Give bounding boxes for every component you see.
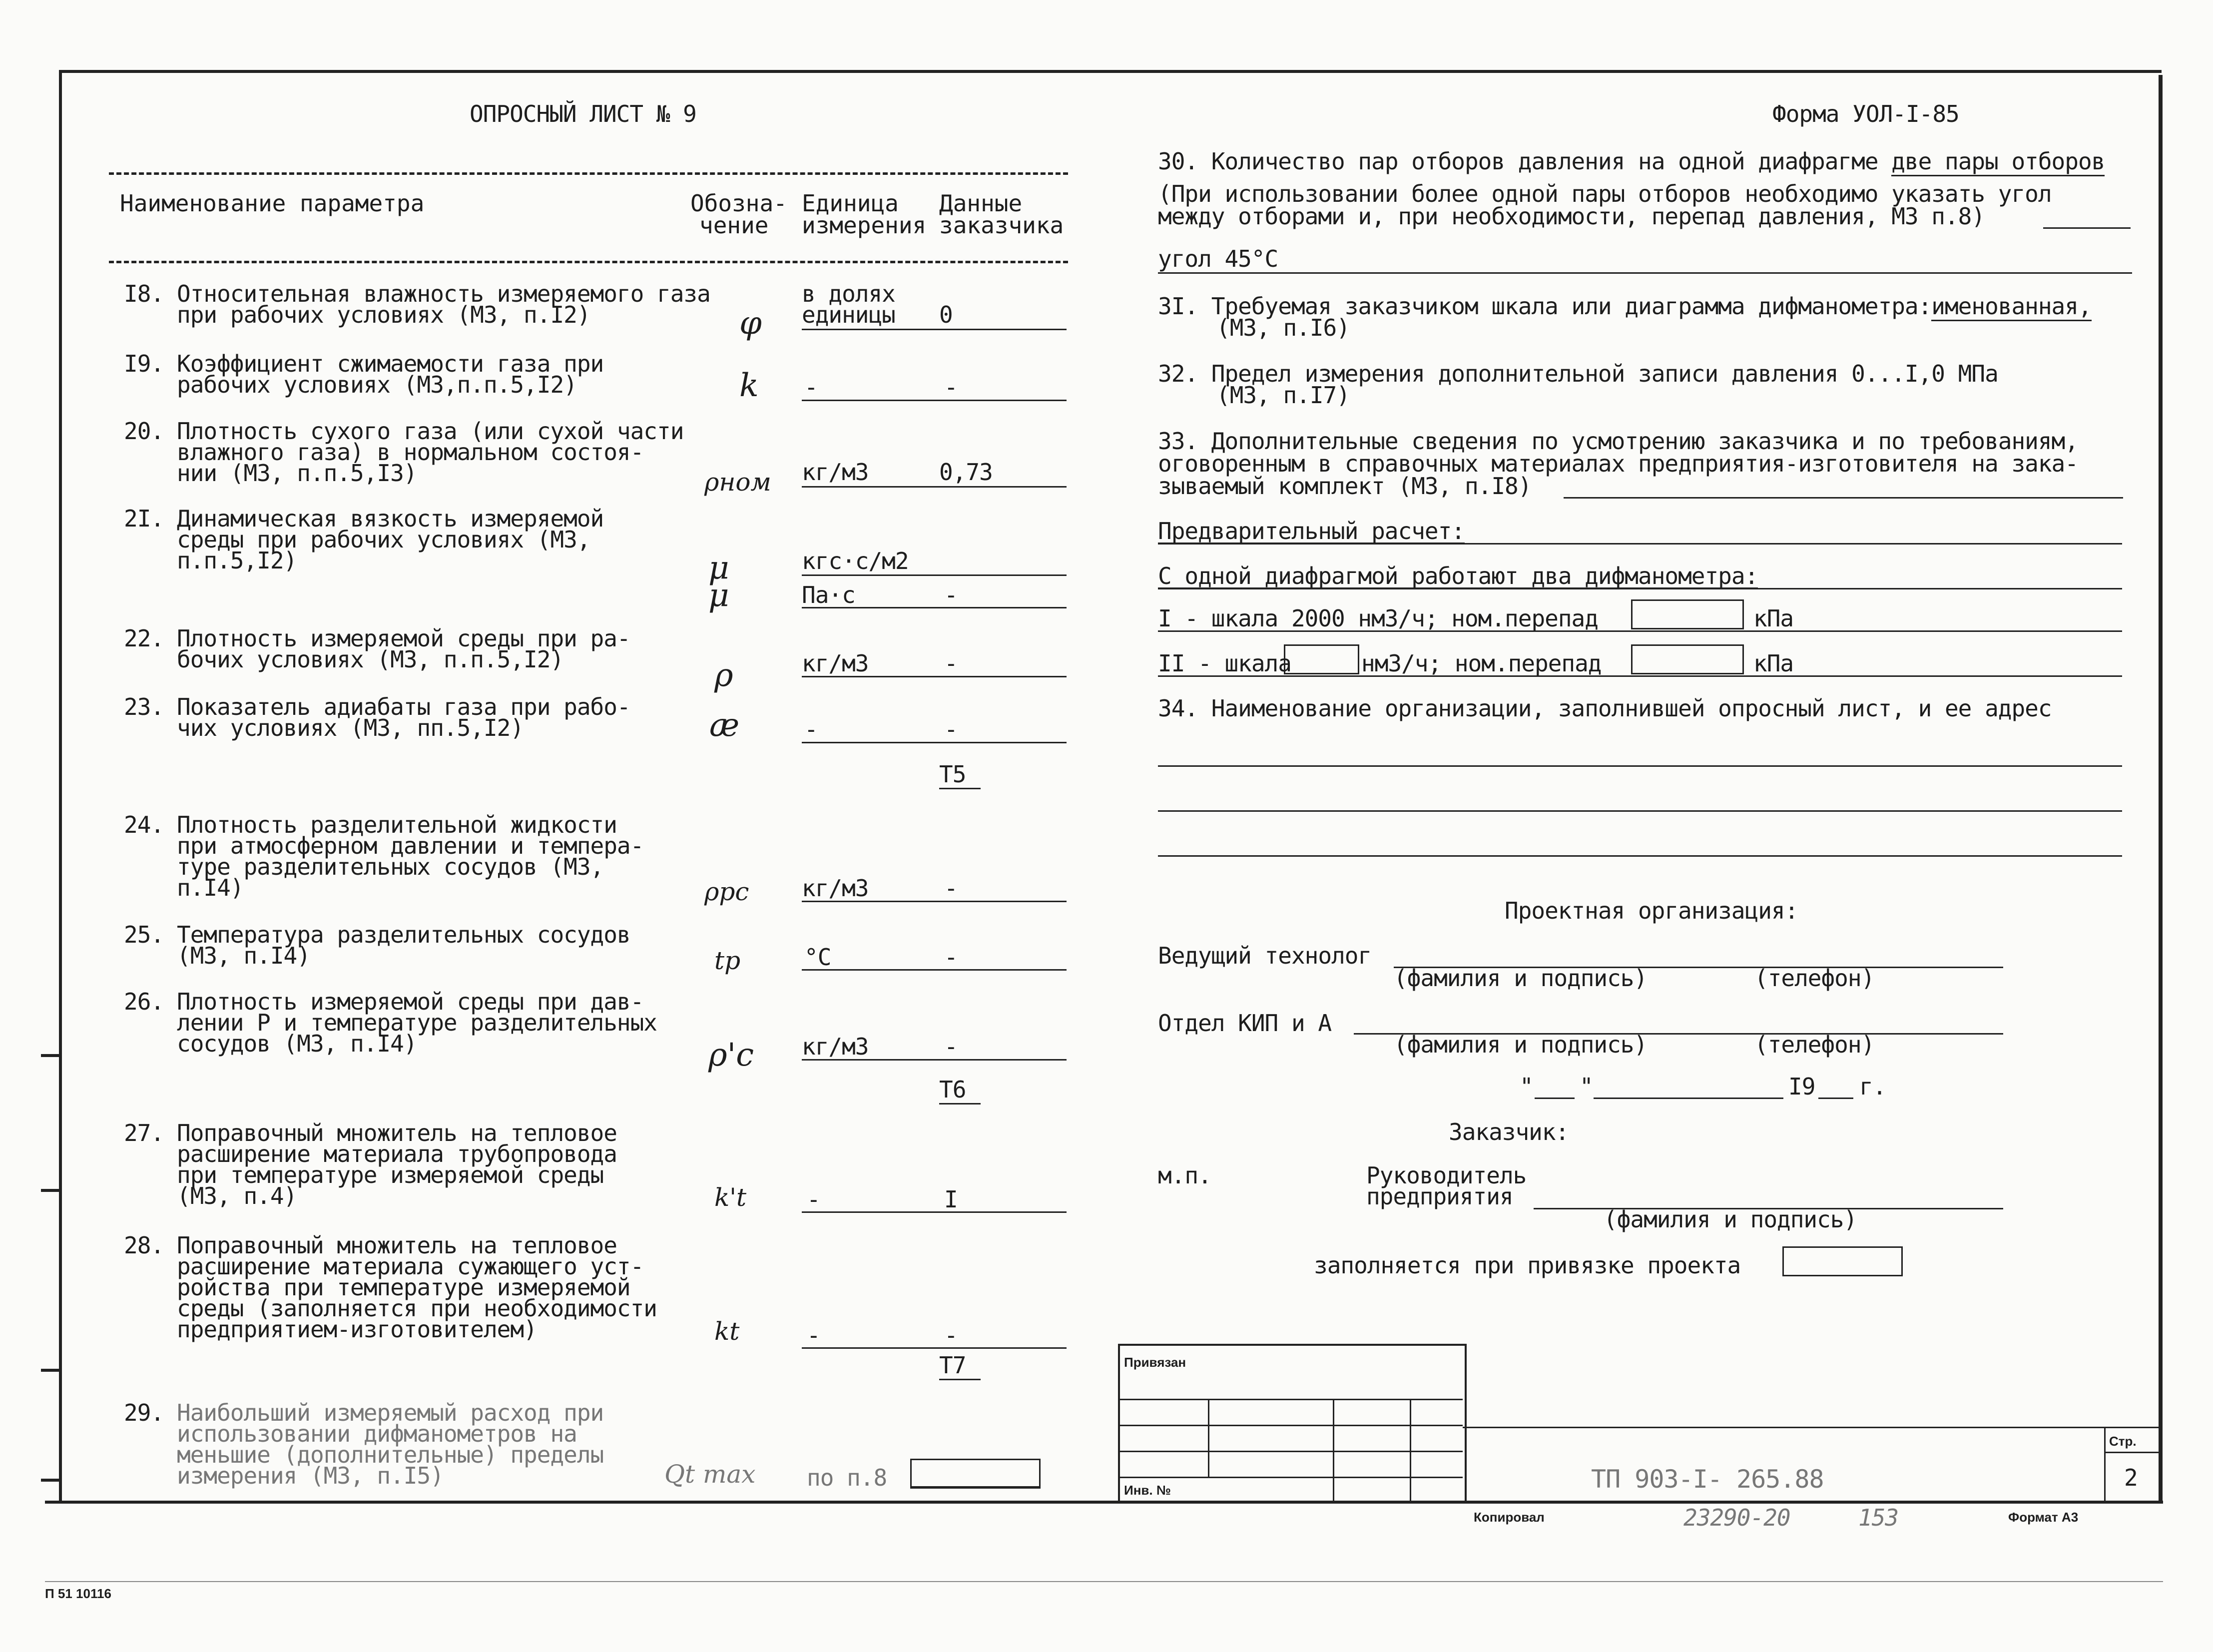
stamp-top-rule (1463, 1427, 2160, 1428)
answer-line (802, 1347, 1067, 1349)
phone-caption: (телефон) (1754, 1031, 1875, 1058)
dp-box-2[interactable] (1631, 644, 1744, 674)
item-text: измерения (М3, п.I5) (177, 1462, 444, 1489)
item-text: Коэффициент сжимаемости газа при (177, 350, 604, 377)
marker-t7: Т7 (939, 1354, 981, 1380)
item-text: рабочих условиях (М3,п.п.5,I2) (177, 371, 577, 398)
footer-code: П 51 10116 (45, 1586, 111, 1601)
stamp-col (1410, 1399, 1411, 1502)
stamp-doc-code: ТП 903-I- 265.88 (1591, 1465, 1824, 1494)
header-rule-bottom (109, 261, 1068, 263)
stamp-page-label: Стр. (2109, 1434, 2137, 1449)
answer: две пары отборов (1891, 148, 2105, 176)
unit: кг/м3 (802, 1033, 869, 1060)
stamp-page-rule (2104, 1452, 2159, 1453)
symbol: Qt max (664, 1460, 756, 1489)
symbol: φ (739, 305, 762, 342)
answer-line (1158, 630, 2122, 632)
item-text: Предел измерения дополнительной записи давления 0...I,0 МПа (1211, 360, 1998, 387)
item-text: (М3, п.4) (177, 1182, 297, 1209)
item-text: зываемый комплект (М3, п.I8) (1158, 473, 1532, 500)
item-text: влажного газа) в нормальном состоя- (177, 439, 644, 466)
symbol: μ (708, 550, 729, 586)
unit: - (804, 716, 818, 743)
value: - (944, 716, 958, 743)
item-text: Наименование организации, заполнившей опросный лист, и ее адрес (1211, 695, 2052, 722)
col-unit-header-1: Единица (802, 190, 899, 217)
answer-line (802, 742, 1067, 743)
calc-title: Предварительный расчет: (1158, 518, 1465, 545)
symbol: tр (714, 946, 741, 975)
item-text: Динамическая вязкость измеряемой (177, 505, 604, 532)
item-num: 34. (1158, 695, 1198, 722)
date-month (1594, 1098, 1783, 1099)
frame-bottom (45, 1501, 2163, 1504)
fill-note: заполняется при привязке проекта (1314, 1252, 1741, 1279)
item-num: 23. (124, 693, 164, 720)
col-data-header-1: Данные (939, 190, 1023, 217)
symbol: æ (709, 707, 740, 744)
unit: кг/м3 (802, 459, 869, 486)
item-text: Плотность разделительной жидкости (177, 811, 617, 838)
item-33 (1158, 430, 2078, 453)
symbol: ρ'с (708, 1037, 754, 1074)
note: между отборами и, при необходимости, перепад давления, М3 п.8) (1158, 203, 1985, 230)
value: - (944, 581, 958, 608)
symbol: ρном (704, 468, 771, 497)
unit: единицы (802, 301, 895, 328)
item-text: Плотность сухого газа (или сухой части (177, 418, 684, 445)
stamp-format: Формат А3 (2008, 1510, 2079, 1525)
frame-top (61, 70, 2162, 73)
symbol: kt (714, 1317, 740, 1346)
value: - (944, 650, 958, 677)
value: 0,73 (939, 459, 993, 486)
answer-line (1158, 855, 2122, 857)
value: - (944, 875, 958, 902)
item-text: сосудов (М3, п.I4) (177, 1030, 417, 1057)
unit: в долях (802, 280, 895, 307)
item-num: 20. (124, 418, 164, 445)
header-rule-top (109, 172, 1068, 175)
item-text: Дополнительные сведения по усмотрению заказчика и по требованиям, (1211, 428, 2078, 455)
value: - (944, 374, 958, 401)
qmax-box[interactable] (910, 1459, 1041, 1489)
value: - (944, 1033, 958, 1060)
symbol: μ (708, 577, 729, 614)
item-num: I9. (124, 350, 164, 377)
form-code: Форма УОЛ-I-85 (1772, 100, 1959, 127)
value: I (944, 1186, 958, 1213)
date-open-quote: " (1520, 1073, 1533, 1100)
project-org-title: Проектная организация: (1505, 897, 1798, 924)
item-text: бочих условиях (М3, п.п.5,I2) (177, 646, 564, 673)
answer-line (1158, 675, 2122, 677)
head-label: предприятия (1366, 1183, 1513, 1210)
answer-line (802, 1059, 1067, 1061)
unit: - (807, 1322, 820, 1349)
item-text: среды при рабочих условиях (М3, (177, 526, 590, 553)
bottom-rule (45, 1581, 2163, 1582)
item-text: при температуре измеряемой среды (177, 1161, 604, 1188)
item-text: Показатель адиабаты газа при рабо- (177, 693, 630, 720)
sign-caption: (фамилия и подпись) (1394, 1031, 1648, 1058)
sign-caption: (фамилия и подпись) (1604, 1206, 1857, 1233)
ref: (М3, п.I6) (1216, 314, 1350, 341)
unit: - (807, 1186, 820, 1213)
col-name-header: Наименование параметра (120, 190, 425, 217)
scale-2-rest: нм3/ч; ном.перепад (1361, 650, 1602, 677)
answer-line (802, 574, 1067, 576)
symbol: k't (714, 1183, 747, 1212)
item-text: оговоренным в справочных материалах предприятия-изготовителя на зака- (1158, 450, 2078, 477)
item-num: 33. (1158, 428, 1198, 455)
stamp-kopiroval: Копировал (1474, 1510, 1545, 1525)
item-34 (1158, 697, 2052, 720)
project-ref-box[interactable] (1782, 1246, 1903, 1276)
binding-tick (41, 1479, 61, 1482)
stamp-col (1333, 1399, 1334, 1502)
col-symbol-header-2: чение (699, 212, 769, 239)
phone-caption: (телефон) (1754, 965, 1875, 992)
answer-line (802, 607, 1067, 608)
item-text: Количество пар отборов давления на одной диафрагме (1211, 148, 1878, 175)
item-text: меньшие (дополнительные) пределы (177, 1441, 604, 1468)
item-text: среды (заполняется при необходимости (177, 1295, 657, 1322)
item-num: 30. (1158, 148, 1198, 175)
item-text: расширение материала трубопровода (177, 1140, 617, 1167)
item-text: Плотность измеряемой среды при дав- (177, 988, 644, 1015)
item-text: Поправочный множитель на тепловое (177, 1119, 617, 1146)
item-text: Относительная влажность измеряемого газа (177, 280, 710, 307)
item-num: 28. (124, 1232, 164, 1259)
scale-2: II - шкала (1158, 650, 1291, 677)
answer-line (802, 969, 1067, 971)
answer-line (802, 486, 1067, 488)
unit: кгс·с/м2 (802, 548, 909, 574)
item-text: п.I4) (177, 874, 244, 901)
head-label: Руководитель (1366, 1162, 1527, 1189)
binding-tick (41, 1369, 61, 1372)
unit-kpa: кПа (1753, 650, 1794, 677)
answer-line (1158, 272, 2132, 274)
item-text: использовании дифманометров на (177, 1420, 577, 1447)
item-num: I8. (124, 280, 164, 307)
date-day (1535, 1098, 1575, 1099)
item-text: ройства при температуре измеряемой (177, 1274, 630, 1301)
item-num: 25. (124, 921, 164, 948)
item-num: 26. (124, 988, 164, 1015)
answer-line (1158, 588, 2122, 589)
date-close-quote: " (1580, 1073, 1593, 1100)
answer-line (1158, 765, 2122, 767)
answer-line (2043, 227, 2131, 229)
stamp-place: м.п. (1158, 1162, 1211, 1189)
col-data-header-2: заказчика (939, 212, 1064, 239)
item-30 (1158, 150, 2105, 173)
scale-1: I - шкала 2000 нм3/ч; ном.перепад (1158, 605, 1598, 632)
unit: кг/м3 (802, 650, 869, 677)
value: 0 (939, 301, 953, 328)
customer-title: Заказчик: (1449, 1118, 1569, 1145)
item-text: при атмосферном давлении и темпера- (177, 832, 644, 859)
item-text: Поправочный множитель на тепловое (177, 1232, 617, 1259)
col-symbol-header-1: Обозна- (690, 190, 787, 217)
angle-answer: угол 45°С (1158, 245, 1278, 272)
item-text: Плотность измеряемой среды при ра- (177, 625, 630, 652)
answer-line (802, 329, 1067, 330)
item-text: при рабочих условиях (М3, п.I2) (177, 301, 590, 328)
stamp-page-num: 2 (2124, 1464, 2138, 1491)
unit: по п.8 (807, 1464, 887, 1491)
item-num: 29. (124, 1399, 164, 1426)
stamp-order-2: 153 (1858, 1504, 1899, 1531)
marker-t6: Т6 (939, 1078, 981, 1104)
answer-line (802, 400, 1067, 401)
date-year: I9 (1788, 1073, 1815, 1100)
answer: именованная, (1931, 293, 2091, 321)
item-text: расширение материала сужающего уст- (177, 1253, 644, 1280)
answer-line (1564, 497, 2123, 499)
range-box-2[interactable] (1284, 644, 1359, 674)
item-text: Наибольший измеряемый расход при (177, 1399, 604, 1426)
col-unit-header-2: измерения (802, 212, 927, 239)
item-text: нии (М3, п.п.5,I3) (177, 460, 417, 487)
answer-line (802, 676, 1067, 677)
stamp-privyazan: Привязан (1124, 1355, 1186, 1370)
frame-right (2159, 75, 2163, 1504)
answer-line (910, 1486, 1040, 1488)
unit: - (804, 374, 818, 401)
item-text: предприятием-изготовителем) (177, 1316, 537, 1343)
item-num: 32. (1158, 360, 1198, 387)
note: (При использовании более одной пары отборов необходимо указать угол (1158, 180, 2052, 207)
value: - (944, 944, 958, 971)
binding-tick (41, 1189, 61, 1192)
symbol: ρ (714, 657, 733, 694)
unit: °С (804, 944, 831, 971)
date-suffix: г. (1859, 1073, 1886, 1100)
dept-label: Отдел КИП и А (1158, 1010, 1332, 1037)
sheet-title: ОПРОСНЫЙ ЛИСТ № 9 (470, 100, 696, 127)
item-num: 22. (124, 625, 164, 652)
sign-caption: (фамилия и подпись) (1394, 965, 1648, 992)
answer-line (1158, 810, 2122, 812)
item-text: лении Р и температуре разделительных (177, 1009, 657, 1036)
unit: кг/м3 (802, 875, 869, 902)
marker-t5: Т5 (939, 763, 981, 789)
item-num: 3I. (1158, 293, 1198, 320)
answer-line (802, 901, 1067, 902)
item-num: 27. (124, 1119, 164, 1146)
answer-line (1158, 543, 2122, 545)
stamp-order: 23290-20 (1683, 1504, 1790, 1531)
item-text: Температура разделительных сосудов (177, 921, 630, 948)
binding-tick (41, 1054, 61, 1057)
calc-line: С одной диафрагмой работают два дифманометра: (1158, 562, 1758, 589)
item-text: п.п.5,I2) (177, 547, 297, 574)
unit: Па·с (802, 581, 855, 608)
stamp-inv: Инв. № (1124, 1483, 1171, 1498)
frame-left (59, 70, 62, 1503)
stamp-col (1208, 1399, 1209, 1477)
value: - (944, 1322, 958, 1349)
item-text: Требуемая заказчиком шкала или диаграмма дифманометра: (1211, 293, 1932, 320)
symbol: ρрс (704, 877, 749, 906)
dp-box-1[interactable] (1631, 599, 1744, 629)
answer-line (802, 1211, 1067, 1213)
item-num: 24. (124, 811, 164, 838)
item-text: чих условиях (М3, пп.5,I2) (177, 714, 524, 741)
item-text: туре разделительных сосудов (М3, (177, 853, 604, 880)
item-text: (М3, п.I4) (177, 942, 310, 969)
date-year-line (1818, 1098, 1853, 1099)
ref: (М3, п.I7) (1216, 382, 1350, 409)
unit-kpa: кПа (1753, 605, 1794, 632)
item-num: 2I. (124, 505, 164, 532)
symbol: k (739, 367, 759, 404)
lead-tech-label: Ведущий технолог (1158, 942, 1372, 969)
stamp-page-col (2104, 1427, 2106, 1502)
